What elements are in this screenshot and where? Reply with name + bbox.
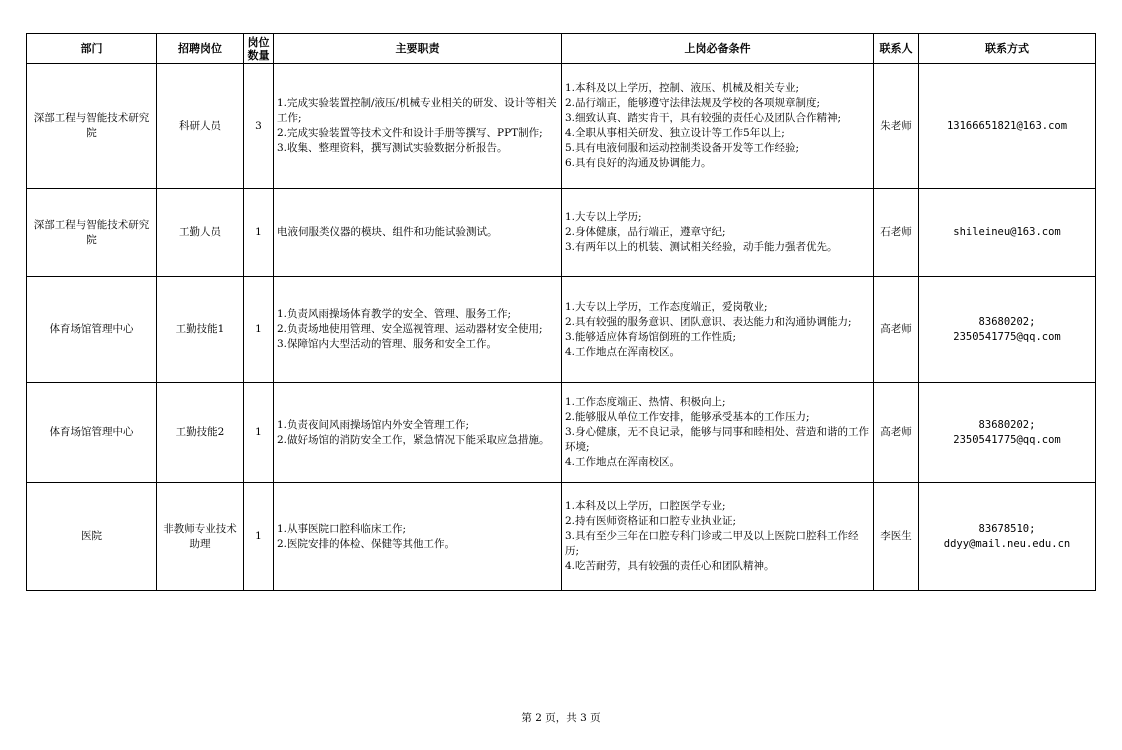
cell-duties xyxy=(274,483,562,591)
cell-contact-person: 高老师 xyxy=(874,383,919,483)
requirement-line: 4.吃苦耐劳，具有较强的责任心和团队精神。 xyxy=(565,560,775,572)
cell-dept: 深部工程与智能技术研究院 xyxy=(27,189,157,277)
cell-contact xyxy=(919,483,1096,591)
requirement-line: 2.品行端正，能够遵守法律法规及学校的各项规章制度; xyxy=(565,97,821,109)
duty-line: 1.负责夜间风雨操场馆内外安全管理工作; xyxy=(277,418,470,431)
duty-line: 2.医院安排的体检、保健等其他工作。 xyxy=(277,537,456,550)
requirement-line: 2.持有医师资格证和口腔专业执业证; xyxy=(565,515,737,527)
table-row xyxy=(27,277,1096,383)
requirement-line: 2.身体健康，品行端正，遵章守纪; xyxy=(565,226,726,238)
contact-line: ddyy@mail.neu.edu.cn xyxy=(943,537,1071,550)
cell-position: 工勤技能2 xyxy=(157,383,244,483)
requirement-line: 1.本科及以上学历，控制、液压、机械及相关专业; xyxy=(565,82,800,94)
cell-requirements xyxy=(562,277,874,383)
table-header-row xyxy=(27,34,1096,64)
cell-contact-person: 朱老师 xyxy=(874,64,919,189)
duty-line: 2.负责场地使用管理、安全巡视管理、运动器材安全使用; xyxy=(277,323,543,335)
requirement-line: 2.能够服从单位工作安排，能够承受基本的工作压力; xyxy=(565,411,810,423)
table-row xyxy=(27,483,1096,591)
cell-count: 1 xyxy=(244,483,274,591)
duty-line: 2.做好场馆的消防安全工作，紧急情况下能采取应急措施。 xyxy=(277,433,550,446)
cell-position: 工勤技能1 xyxy=(157,277,244,383)
cell-contact-person: 石老师 xyxy=(874,189,919,277)
table-row xyxy=(27,64,1096,189)
requirement-line: 4.工作地点在浑南校区。 xyxy=(565,345,681,358)
contact-line: 83680202; xyxy=(978,315,1036,328)
requirement-line: 1.本科及以上学历，口腔医学专业; xyxy=(565,500,726,512)
cell-duties xyxy=(274,383,562,483)
cell-contact-person: 高老师 xyxy=(874,277,919,383)
contact-line: 83678510; xyxy=(978,522,1036,535)
header-contact: 联系方式 xyxy=(919,34,1096,64)
requirement-line: 5.具有电液伺服和运动控制类设备开发等工作经验; xyxy=(565,142,800,154)
requirement-line: 4.工作地点在浑南校区。 xyxy=(565,456,681,468)
cell-contact-person: 李医生 xyxy=(874,483,919,591)
cell-contact xyxy=(919,383,1096,483)
requirement-line: 6.具有良好的沟通及协调能力。 xyxy=(565,157,712,169)
duty-line: 电液伺服类仪器的模块、组件和功能试验测试。 xyxy=(277,226,498,238)
cell-count: 1 xyxy=(244,189,274,277)
requirement-line: 4.全职从事相关研发、独立设计等工作5年以上; xyxy=(565,127,785,139)
cell-count: 1 xyxy=(244,383,274,483)
cell-contact xyxy=(919,64,1096,189)
cell-count: 3 xyxy=(244,64,274,189)
cell-position: 非教师专业技术助理 xyxy=(157,483,244,591)
requirement-line: 1.大专以上学历; xyxy=(565,211,642,223)
cell-requirements xyxy=(562,483,874,591)
cell-requirements xyxy=(562,64,874,189)
duty-line: 3.收集、整理资料，撰写测试实验数据分析报告。 xyxy=(277,142,508,154)
duty-line: 1.负责风雨操场体育教学的安全、管理、服务工作; xyxy=(277,308,512,320)
cell-dept: 医院 xyxy=(27,483,157,591)
duty-line: 3.保障馆内大型活动的管理、服务和安全工作。 xyxy=(277,338,498,350)
cell-duties xyxy=(274,189,562,277)
cell-requirements xyxy=(562,189,874,277)
contact-line: shileineu@163.com xyxy=(953,226,1061,238)
cell-dept: 深部工程与智能技术研究院 xyxy=(27,64,157,189)
recruitment-table xyxy=(26,33,1096,591)
header-requirements: 上岗必备条件 xyxy=(562,34,874,64)
table-row xyxy=(27,383,1096,483)
requirement-line: 3.能够适应体育场馆倒班的工作性质; xyxy=(565,330,737,343)
requirement-line: 3.具有至少三年在口腔专科门诊或二甲及以上医院口腔科工作经历; xyxy=(565,530,859,557)
header-count-line1: 岗位 xyxy=(247,35,270,49)
header-count-line2: 数量 xyxy=(247,48,270,62)
requirement-line: 3.有两年以上的机装、测试相关经验，动手能力强者优先。 xyxy=(565,241,838,253)
header-contact-person: 联系人 xyxy=(874,34,919,64)
contact-line: 2350541775@qq.com xyxy=(953,433,1061,446)
cell-contact xyxy=(919,277,1096,383)
requirement-line: 3.身心健康，无不良记录，能够与同事和睦相处、营造和谐的工作环境; xyxy=(565,426,870,453)
contact-line: 2350541775@qq.com xyxy=(953,330,1061,343)
cell-position: 科研人员 xyxy=(157,64,244,189)
duty-line: 1.完成实验装置控制/液压/机械专业相关的研发、设计等相关工作; xyxy=(277,97,557,124)
cell-contact xyxy=(919,189,1096,277)
header-dept: 部门 xyxy=(27,34,157,64)
requirement-line: 3.细致认真、踏实肯干，具有较强的责任心及团队合作精神; xyxy=(565,112,842,124)
cell-dept: 体育场馆管理中心 xyxy=(27,383,157,483)
requirement-line: 1.大专以上学历，工作态度端正，爱岗敬业; xyxy=(565,300,768,313)
cell-count: 1 xyxy=(244,277,274,383)
duty-line: 1.从事医院口腔科临床工作; xyxy=(277,522,407,535)
page-footer: 第 2 页，共 3 页 xyxy=(521,712,601,724)
duty-line: 2.完成实验装置等技术文件和设计手册等撰写、PPT制作; xyxy=(277,127,543,139)
cell-duties xyxy=(274,64,562,189)
cell-requirements xyxy=(562,383,874,483)
contact-line: 13166651821@163.com xyxy=(946,119,1068,132)
table-row xyxy=(27,189,1096,277)
cell-position: 工勤人员 xyxy=(157,189,244,277)
requirement-line: 1.工作态度端正、热情、积极向上; xyxy=(565,396,726,408)
header-duties: 主要职责 xyxy=(274,34,562,64)
header-count xyxy=(244,34,274,64)
table-body xyxy=(27,64,1096,591)
requirement-line: 2.具有较强的服务意识、团队意识、表达能力和沟通协调能力; xyxy=(565,315,852,328)
contact-line: 83680202; xyxy=(978,418,1036,431)
cell-duties xyxy=(274,277,562,383)
header-position: 招聘岗位 xyxy=(157,34,244,64)
cell-dept: 体育场馆管理中心 xyxy=(27,277,157,383)
